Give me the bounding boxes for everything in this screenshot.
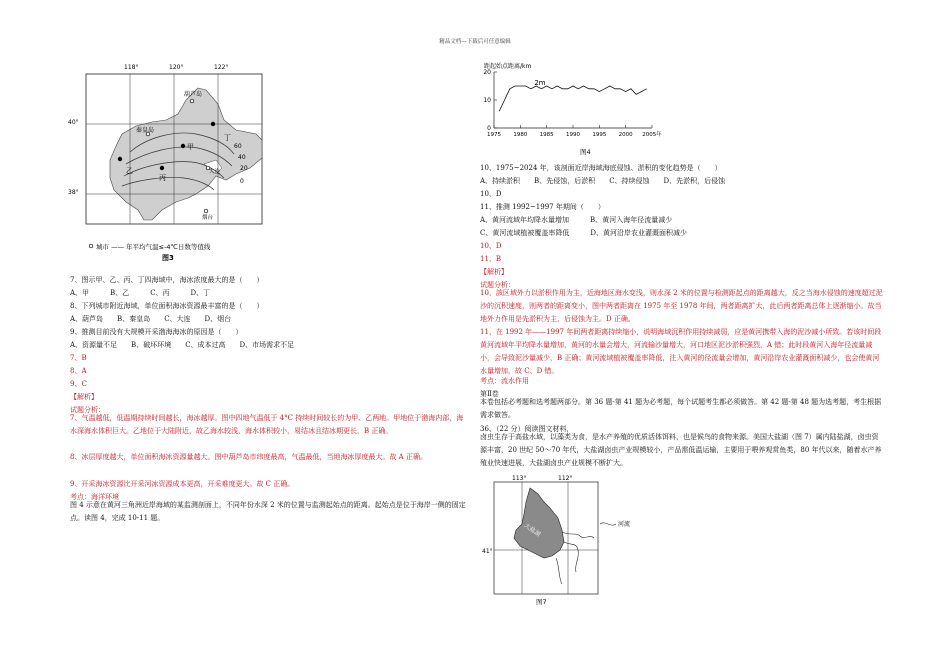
river-legend-symbol xyxy=(600,523,616,525)
explanation-7: 7、气温越低，低温期持续时间越长，海冰越厚。图中四地气温低于 4°C 持续时间较长的为甲、乙两地。甲地位于渤海内部，海水深海水体积巨大。乙地位于大陆附近，故乙海水较浅，海水体积较小，易结冰且结冰期更长，B 正确。 xyxy=(70,414,464,435)
x-tick-label: 1980 xyxy=(513,132,528,138)
lake-label: 大盐湖 xyxy=(522,522,542,539)
city-huludao-marker xyxy=(190,99,194,103)
y-tick-label: 20 xyxy=(483,69,491,76)
lon-label-122: 122° xyxy=(214,64,229,71)
iso-label-0: 0 xyxy=(240,178,244,185)
river-label: 河流 xyxy=(618,521,631,528)
label-yi: 乙 xyxy=(126,167,133,175)
point-ding xyxy=(211,122,215,126)
analysis-subheading: 试题分析： xyxy=(70,406,105,414)
label-bing: 丙 xyxy=(159,174,166,182)
map3-legend: 城市 —— 年平均气温≤-4℃日数等值线 xyxy=(96,243,211,251)
explanation-11: 11、在 1992 年——1997 年间两者距离持续缩小，说明海域沉积作用持续减弱，应是黄河携带入海的泥沙减小所致。若该时间段黄河流域年平均降水量增加，黄河的水量会增大，河流输沙量增大，河口地区泥沙淤积强烈，A 错；此时段黄河入海年径流量减小，会导致泥沙量减少，B 正确；黄河流域植被覆盖率降低，注入黄河的径流量会增加，黄河沿岸农业灌溉面积减少，也会使黄河水量增加，故 C、D 错。 xyxy=(480,328,882,375)
answer-8: 8、A xyxy=(70,367,87,375)
chart-caption: 图4 xyxy=(580,148,591,156)
lat-label-40: 40° xyxy=(68,119,79,126)
question-36-material: 卤虫生存于高盐水域，以藻类为食，是水产养殖的优质活体饵料，也是候鸟的食物来源。美国大盐湖（图 7）属内陆盐湖，卤虫资源丰富，20 世纪 50～70 年代，大盐湖卤虫产业规模较小，产品需低温运输，主要用于喂养观赏鱼类，80 年代以来，随着水产养殖业快速进展，大盐湖卤虫产业规模不断扩大。 xyxy=(480,433,882,467)
question-8-options: A、葫芦岛 B、秦皇岛 C、大连 D、烟台 xyxy=(70,315,232,323)
x-tick-label: 1975 xyxy=(487,132,501,138)
x-tick-label: 1990 xyxy=(566,132,580,138)
city-huludao-label: 葫芦岛 xyxy=(184,91,203,98)
question-8: 8、下列城市附近海域，单位面积海冰资源最丰富的是（ ） xyxy=(70,302,264,310)
analysis-heading-right: 【解析】 xyxy=(480,268,508,276)
chart-series xyxy=(499,79,646,111)
explanation-9: 9、开采海冰资源比开采河冰资源成本更高，开采难度更大。故 C 正确。 xyxy=(70,480,295,488)
lon-label-112: 112° xyxy=(558,475,573,482)
part-2-title: 第Ⅱ卷 xyxy=(480,390,499,398)
question-10: 10、1975~2024 年，该剖面近岸海域海底侵蚀、淤积的变化趋势是（ ） xyxy=(480,164,722,172)
answer-9: 9、C xyxy=(70,380,87,388)
part-2-description: 本卷包括必考题和选考题两部分。第 36 题-第 41 题为必考题，每个试题考生都必须做答。第 42 题-第 48 题为选考题，考生根据需求做答。 xyxy=(480,398,882,419)
map3-caption: 图3 xyxy=(162,254,174,262)
point-yi xyxy=(118,157,122,161)
chart-axes xyxy=(494,72,652,128)
exam-point-left: 考点：海洋环境 xyxy=(70,493,119,501)
analysis-heading: 【解析】 xyxy=(70,393,98,401)
iso-label-60: 60 xyxy=(234,143,242,150)
city-yantai-marker xyxy=(204,209,208,213)
answer-7: 7、B xyxy=(70,354,87,362)
page-header: 精品文档---下载后可任意编辑 xyxy=(439,39,511,45)
question-11-options-ab: A、黄河流域年均降水量增加 B、黄河入海年径流量减少 xyxy=(480,216,673,224)
iso-label-20: 20 xyxy=(240,165,248,172)
figure-4-intro: 图 4 示意在黄河三角洲近岸海域的某监测剖面上，不同年份水深 2 米的位置与监测起始点的距离。起始点是位于海岸一侧的固定点。读图 4，完成 10-11 题。 xyxy=(70,501,466,522)
chart-title: 距起始点距离/km xyxy=(484,63,532,70)
analysis-subheading-right: 试题分析： xyxy=(480,281,515,289)
question-11-options-cd: C、黄河流域植被覆盖率降低 D、黄河沿岸农业灌溉面积减少 xyxy=(480,229,687,237)
x-tick-label: 1985 xyxy=(539,132,554,138)
y-tick-label: 0 xyxy=(487,125,491,132)
city-qinhuangdao-label: 秦皇岛 xyxy=(136,127,155,134)
figure-4-chart xyxy=(478,60,688,160)
lon-label-118: 118° xyxy=(124,64,139,71)
answer-10: 10、D xyxy=(480,242,502,250)
answer-11: 11、B xyxy=(480,255,502,263)
explanation-10: 10、該区域外力以淤积作用为主，近海地区海水变浅，则水深 2 米的位置与检测距起点的距离越大，反之当海水侵蚀的速度超过泥沙的沉积速度，则两者的距离变小，图中两者距离在 1975 年至 1978 年间，两者距离扩大，此后两者距离总体上逐渐缩小。故当地外力作用是先淤积为主，后侵蚀为主。D 正确。 xyxy=(480,289,883,323)
lon-label-120: 120° xyxy=(169,64,184,71)
y-tick-label: 10 xyxy=(483,97,491,104)
question-9: 9、推测目前没有大规模开采渤海海冰的原因是（ ） xyxy=(70,328,243,336)
lat-label-38: 38° xyxy=(68,189,79,196)
iso-label-40: 40 xyxy=(238,154,246,161)
lat-label-41: 41° xyxy=(482,548,493,555)
legend-city-marker xyxy=(89,244,93,248)
city-yantai-label: 烟台 xyxy=(202,215,214,221)
explanation-8: 8、冰层厚度越大，单位面积海冰资源量越大。图中葫芦岛市纬度最高，气温最低，当地海冰厚度最大。故 A 正确。 xyxy=(70,453,427,461)
question-7-options: A、甲 B、乙 C、丙 D、丁 xyxy=(70,289,211,297)
city-dalian-label: 大连 xyxy=(209,169,221,175)
question-11: 11、推测 1992~1997 年期间（ ） xyxy=(480,203,605,211)
x-tick-label: 2005年 xyxy=(642,132,662,138)
series-label: 2m xyxy=(534,79,546,87)
series-line xyxy=(499,86,646,111)
point-jia xyxy=(181,144,185,148)
exam-point-right: 考点：流水作用 xyxy=(480,377,529,385)
x-tick-label: 1995 xyxy=(592,132,607,138)
map7-caption: 图7 xyxy=(536,598,547,606)
x-tick-label: 2000 xyxy=(618,132,633,138)
label-ding: 丁 xyxy=(224,134,231,142)
label-jia: 甲 xyxy=(187,143,194,151)
point-bing xyxy=(160,166,164,170)
question-36: 36、（22 分）阅读图文材料， xyxy=(480,425,574,433)
question-9-options: A、资源量不足 B、破坏环境 C、成本过高 D、市场需求不足 xyxy=(70,341,295,349)
figure-3-map xyxy=(66,60,276,265)
question-10-options: A、持续淤积 B、先侵蚀，后淤积 C、持续侵蚀 D、先淤积，后侵蚀 xyxy=(480,177,726,185)
question-7: 7、图示甲、乙、丙、丁四海域中，海冰浓度最大的是（ ） xyxy=(70,276,264,284)
lon-label-113: 113° xyxy=(512,475,527,482)
figure-7-map xyxy=(478,472,638,612)
question-10-option-d: 10、D xyxy=(480,190,502,198)
